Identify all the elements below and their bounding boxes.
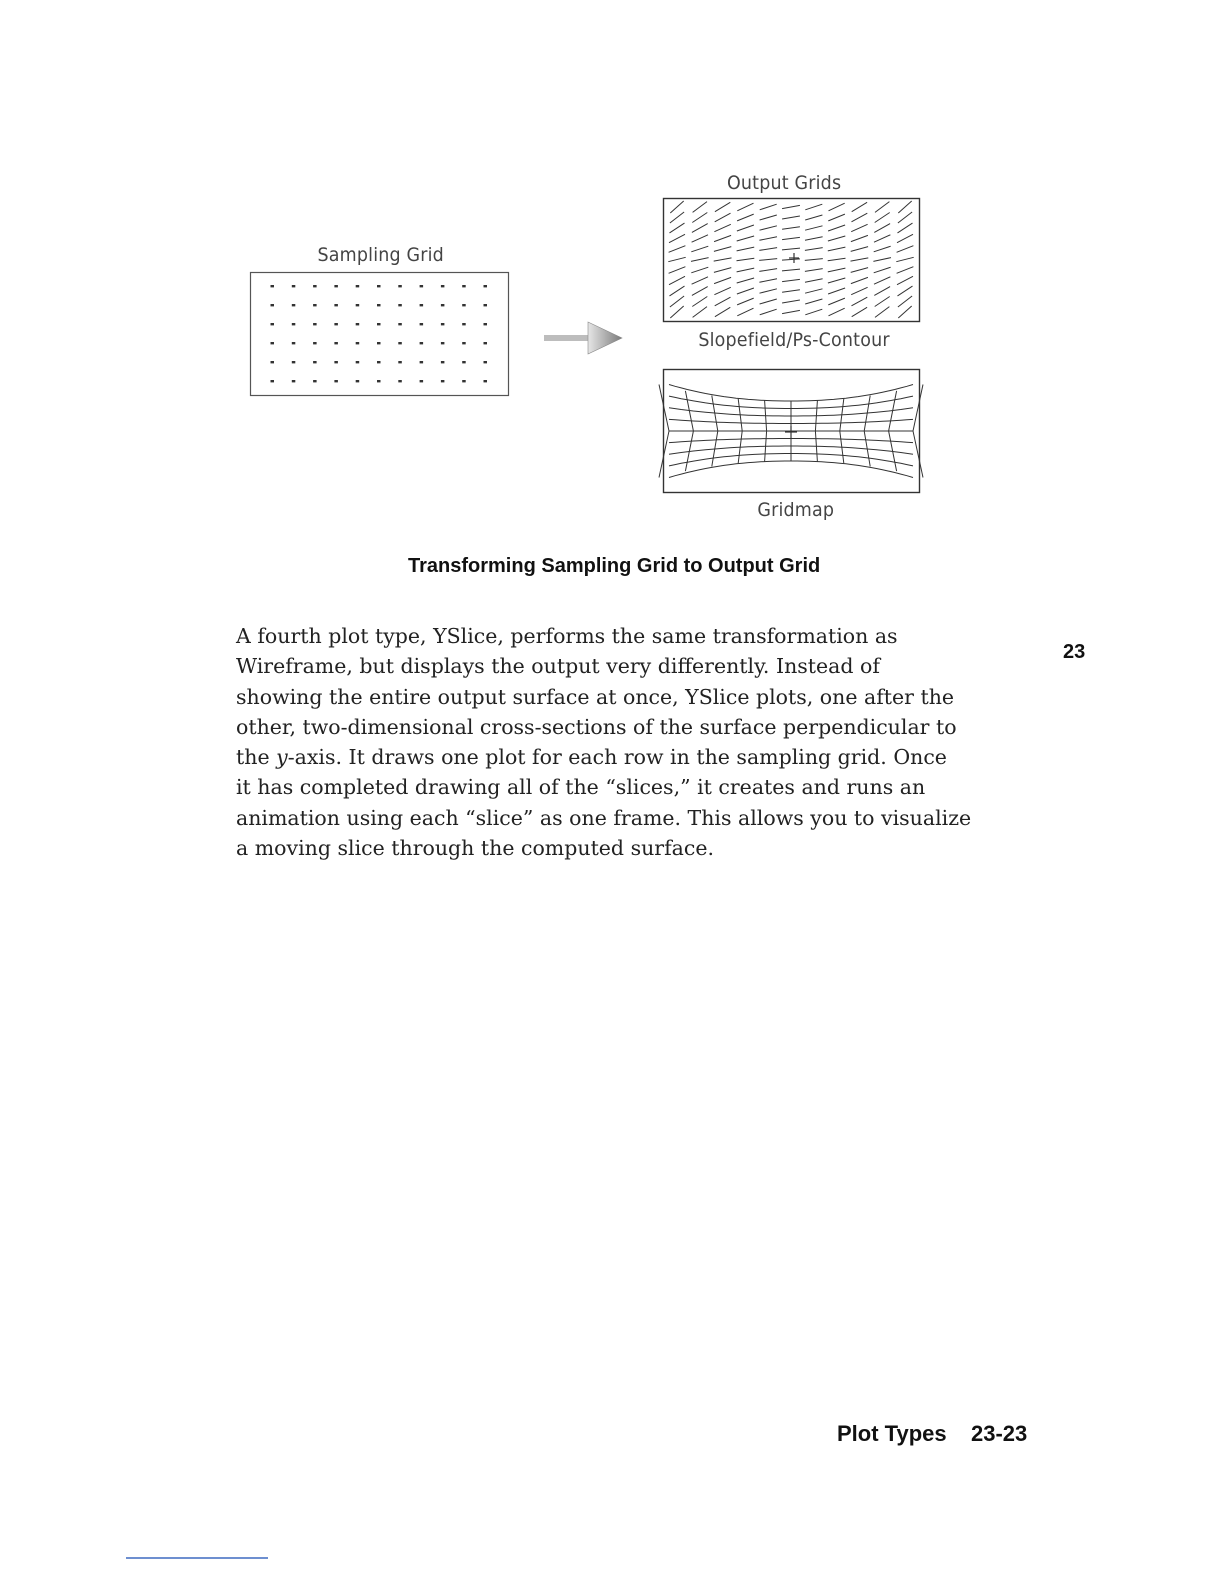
- sample-point: [356, 285, 360, 287]
- y-variable: y: [276, 745, 288, 770]
- slope-mark: [714, 258, 732, 261]
- slope-mark: [828, 258, 846, 261]
- sample-point: [356, 304, 360, 306]
- slope-mark: [828, 268, 846, 272]
- gridmap-column-curve: [913, 385, 923, 478]
- sample-point: [398, 380, 402, 382]
- sample-point: [292, 361, 296, 363]
- sample-point: [420, 323, 424, 325]
- sample-point: [398, 342, 402, 344]
- slopefield-output-grid: [663, 198, 921, 324]
- sample-point: [462, 342, 466, 344]
- slope-mark: [714, 277, 731, 283]
- slope-mark: [760, 309, 777, 315]
- gridmap-origin-marker: [785, 426, 797, 438]
- slope-mark: [875, 297, 890, 307]
- sample-point: [398, 285, 402, 287]
- sample-point: [334, 342, 338, 344]
- slope-mark: [715, 307, 730, 316]
- bottom-rule: [126, 1557, 268, 1559]
- paragraph-line: showing the entire output surface at once, YSlice plots, one after the: [236, 684, 955, 709]
- slope-mark: [692, 235, 708, 242]
- slope-mark: [874, 287, 890, 296]
- paragraph-line: it has completed drawing all of the “slices,” it creates and runs an: [236, 775, 926, 800]
- slope-mark: [805, 226, 822, 230]
- gridmap-label: Gridmap: [757, 499, 835, 521]
- slope-mark: [760, 215, 777, 220]
- slope-mark: [851, 258, 869, 261]
- slope-mark: [782, 216, 800, 219]
- slope-mark: [715, 213, 731, 222]
- slope-mark: [670, 212, 684, 223]
- slope-mark: [715, 297, 731, 306]
- sample-point: [292, 304, 296, 306]
- slope-mark: [897, 267, 914, 274]
- slope-mark: [898, 212, 912, 223]
- slope-mark: [875, 307, 889, 318]
- sample-point: [313, 285, 317, 287]
- slope-mark: [782, 227, 800, 230]
- gridmap-row-curve: [669, 461, 913, 478]
- sample-point: [271, 304, 275, 306]
- sample-point: [292, 380, 296, 382]
- sample-point: [271, 361, 275, 363]
- slope-mark: [805, 248, 823, 251]
- sample-point: [334, 285, 338, 287]
- slope-mark: [851, 235, 868, 241]
- sample-point: [334, 361, 338, 363]
- slope-mark: [805, 215, 822, 220]
- slope-mark: [692, 213, 707, 223]
- slope-mark: [737, 288, 754, 294]
- slope-mark: [693, 307, 707, 318]
- slope-mark: [693, 202, 707, 213]
- slope-mark: [737, 247, 755, 251]
- sample-point: [271, 323, 275, 325]
- slope-mark: [714, 287, 730, 294]
- sample-point: [313, 304, 317, 306]
- slope-mark: [805, 237, 823, 241]
- sample-point: [420, 304, 424, 306]
- chapter-tab: 23: [1063, 641, 1086, 663]
- slope-mark: [759, 237, 777, 241]
- slope-mark: [737, 203, 753, 211]
- sample-point: [356, 323, 360, 325]
- sample-point: [420, 285, 424, 287]
- slope-mark: [760, 299, 777, 304]
- slope-mark: [737, 268, 755, 272]
- slope-mark: [782, 205, 800, 208]
- sample-point: [377, 342, 381, 344]
- slope-mark: [828, 225, 845, 231]
- sample-point: [271, 342, 275, 344]
- slope-mark: [669, 276, 685, 284]
- slope-mark: [874, 246, 891, 252]
- slope-mark: [782, 300, 800, 303]
- slope-mark: [874, 267, 891, 273]
- slopefield-label: Slopefield/Ps-Contour: [698, 329, 890, 351]
- sample-point: [292, 323, 296, 325]
- slope-mark: [851, 268, 868, 273]
- slope-mark: [875, 202, 889, 213]
- slope-mark: [669, 246, 686, 253]
- slope-mark: [669, 234, 685, 242]
- sample-point: [356, 342, 360, 344]
- slope-mark: [714, 235, 731, 241]
- slope-mark: [782, 279, 800, 281]
- slope-mark: [898, 201, 911, 213]
- sample-point: [484, 285, 488, 287]
- slope-mark: [670, 286, 685, 296]
- sample-point: [356, 380, 360, 382]
- slope-mark: [760, 289, 777, 293]
- slope-mark: [851, 277, 868, 283]
- paragraph-line: a moving slice through the computed surface.: [236, 836, 715, 861]
- slope-mark: [874, 235, 890, 242]
- slope-mark: [829, 308, 845, 316]
- sample-point: [398, 304, 402, 306]
- slope-mark: [898, 296, 912, 307]
- sampling-grid-diagram: [250, 272, 512, 397]
- sample-point: [420, 380, 424, 382]
- sample-point: [377, 323, 381, 325]
- slope-mark: [691, 246, 708, 252]
- sample-point: [398, 361, 402, 363]
- slope-mark: [896, 257, 913, 261]
- sampling-grid-frame: [251, 273, 509, 396]
- slope-mark: [714, 224, 730, 231]
- slope-mark: [759, 259, 777, 261]
- sample-point: [484, 342, 488, 344]
- slope-mark: [670, 201, 683, 213]
- sample-point: [292, 285, 296, 287]
- slope-mark: [897, 246, 914, 253]
- slope-mark: [874, 224, 890, 233]
- sample-point: [462, 304, 466, 306]
- sample-point: [441, 342, 445, 344]
- slope-mark: [897, 276, 913, 284]
- slope-mark: [851, 247, 868, 252]
- sample-point: [313, 342, 317, 344]
- gridmap-row-curve: [669, 385, 913, 402]
- slope-mark: [670, 306, 683, 318]
- slope-mark: [782, 259, 800, 260]
- slope-mark: [691, 267, 708, 273]
- sample-point: [398, 323, 402, 325]
- sample-point: [441, 380, 445, 382]
- sample-point: [377, 380, 381, 382]
- slope-mark: [898, 286, 913, 296]
- slope-mark: [782, 310, 800, 313]
- slope-mark: [898, 223, 913, 233]
- sample-point: [484, 304, 488, 306]
- slope-mark: [782, 237, 800, 239]
- slope-mark: [692, 224, 708, 233]
- sample-point: [313, 323, 317, 325]
- slope-mark: [692, 287, 708, 296]
- slope-mark: [670, 223, 685, 233]
- slope-mark: [782, 269, 800, 271]
- slope-mark: [828, 247, 846, 251]
- sampling-grid-label: Sampling Grid: [317, 244, 444, 266]
- slope-mark: [760, 226, 777, 230]
- slope-mark: [715, 202, 730, 211]
- slope-mark: [669, 267, 686, 274]
- slope-mark: [828, 214, 845, 221]
- slope-mark: [828, 278, 845, 283]
- right-arrow-icon: [544, 320, 624, 356]
- paragraph-line: Wireframe, but displays the output very differently. Instead of: [236, 654, 880, 679]
- slope-mark: [759, 279, 777, 283]
- line-suffix: -axis. It draws one plot for each row in the sampling grid. Once: [287, 745, 947, 770]
- sample-point: [484, 323, 488, 325]
- sample-point: [441, 304, 445, 306]
- sample-point: [484, 361, 488, 363]
- paragraph-line: other, two-dimensional cross-sections of the surface perpendicular to: [236, 714, 957, 739]
- sample-point: [313, 380, 317, 382]
- sample-point: [441, 323, 445, 325]
- slope-mark: [805, 204, 822, 210]
- slope-mark: [851, 287, 867, 294]
- slope-mark: [852, 202, 867, 211]
- slope-mark: [852, 297, 868, 306]
- slope-mark: [828, 288, 845, 294]
- slope-mark: [829, 203, 845, 211]
- sample-point: [334, 380, 338, 382]
- slope-mark: [805, 279, 823, 283]
- sample-point: [313, 361, 317, 363]
- sample-point: [420, 342, 424, 344]
- sample-point: [462, 380, 466, 382]
- slope-mark: [714, 268, 731, 273]
- slope-mark: [737, 225, 754, 231]
- slope-mark: [737, 214, 754, 221]
- slope-mark: [760, 204, 777, 210]
- paragraph-line: [236, 742, 1056, 772]
- slope-mark: [692, 277, 708, 284]
- slope-mark: [875, 213, 890, 223]
- sample-point: [462, 361, 466, 363]
- paragraph-line: animation using each “slice” as one frame. This allows you to visualize: [236, 805, 972, 830]
- sample-point: [462, 285, 466, 287]
- sample-point: [441, 285, 445, 287]
- sample-point: [377, 304, 381, 306]
- slope-mark: [898, 306, 911, 318]
- slope-mark: [805, 259, 823, 261]
- paragraph-line: A fourth plot type, YSlice, performs the same transformation as: [236, 624, 898, 648]
- slope-mark: [852, 307, 867, 316]
- slope-mark: [692, 297, 707, 307]
- slope-mark: [805, 299, 822, 304]
- slope-mark: [874, 277, 890, 284]
- sample-point: [462, 323, 466, 325]
- slope-mark: [737, 278, 754, 283]
- sample-point: [484, 380, 488, 382]
- slope-mark: [782, 248, 800, 250]
- slope-mark: [759, 269, 777, 272]
- sample-point: [377, 285, 381, 287]
- slope-mark: [737, 258, 755, 261]
- slope-mark: [737, 236, 754, 241]
- slope-mark: [691, 258, 709, 262]
- sample-point: [420, 361, 424, 363]
- slope-mark: [805, 309, 822, 315]
- footer-page-number: 23-23: [971, 1421, 1028, 1446]
- slope-mark: [852, 213, 868, 222]
- slope-mark: [670, 296, 684, 307]
- slope-mark: [873, 258, 891, 262]
- slope-mark: [828, 236, 845, 241]
- slopefield-origin-marker: [789, 253, 799, 263]
- gridmap-output-grid: [663, 369, 921, 495]
- slope-mark: [737, 298, 754, 305]
- sample-point: [271, 380, 275, 382]
- slope-mark: [805, 289, 822, 293]
- slope-mark: [805, 269, 823, 272]
- slope-mark: [759, 248, 777, 251]
- sample-point: [441, 361, 445, 363]
- slope-mark: [851, 224, 867, 231]
- slope-mark: [668, 257, 685, 261]
- slope-mark: [897, 234, 913, 242]
- slope-mark: [782, 290, 800, 293]
- sample-point: [377, 361, 381, 363]
- sample-point: [334, 304, 338, 306]
- output-grids-label: Output Grids: [726, 172, 842, 194]
- slope-mark: [737, 308, 753, 316]
- body-paragraph: [236, 621, 1056, 863]
- sample-point: [356, 361, 360, 363]
- sample-point: [292, 342, 296, 344]
- sample-point: [334, 323, 338, 325]
- footer-section: Plot Types: [837, 1421, 947, 1446]
- figure-caption: Transforming Sampling Grid to Output Grid: [408, 555, 821, 577]
- slope-mark: [828, 298, 845, 305]
- sample-point: [271, 285, 275, 287]
- slope-mark: [714, 247, 731, 252]
- line-prefix: the: [236, 745, 277, 770]
